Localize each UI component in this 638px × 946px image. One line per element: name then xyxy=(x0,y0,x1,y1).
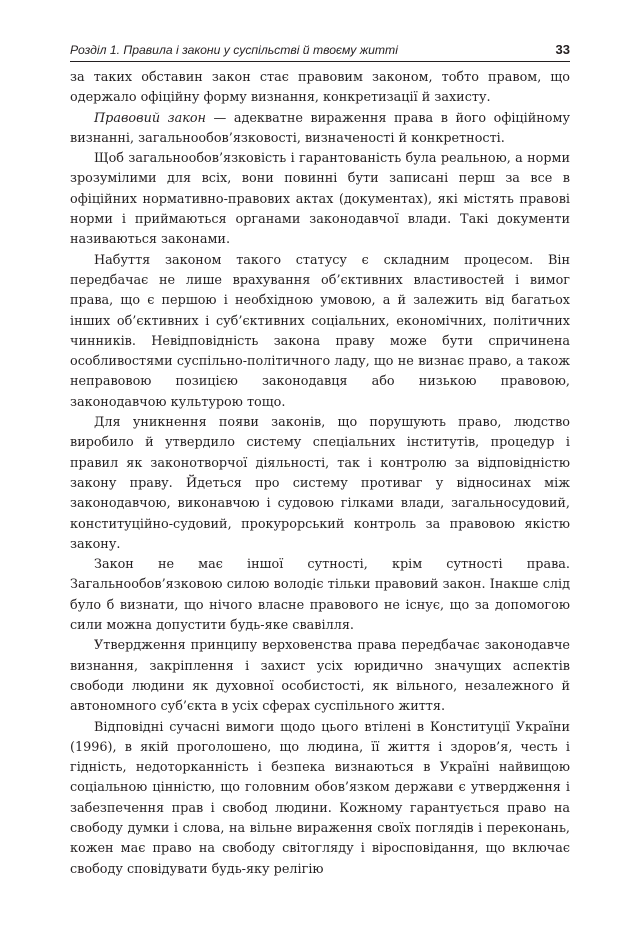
paragraph-text: Щоб загальнообов’язковість і гарантованість була реальною, а норми зрозумілими для всіх, вони повинні бути записані перш за все в офіційних нормативно-правових актах (документах), які містять правові норми і приймаються органами законодавчої влади. Такі документи називаються законами. xyxy=(70,151,570,248)
paragraph-7 xyxy=(70,636,570,717)
paragraph-6 xyxy=(70,555,570,636)
running-header xyxy=(70,40,570,62)
page-number: 33 xyxy=(555,42,570,57)
paragraph-8 xyxy=(70,718,570,880)
paragraph-2 xyxy=(70,109,570,150)
paragraph-text: Утвердження принципу верховенства права передбачає законодавче визнання, закріплення і захист усіх юридично значущих аспектів свободи людини як духовної особистості, як вільного, незалежного й автономного суб’єкта в усіх сферах суспільного життя. xyxy=(70,638,570,715)
paragraph-3 xyxy=(70,149,570,250)
paragraph-4 xyxy=(70,251,570,413)
defined-term: Правовий закон xyxy=(94,110,206,126)
paragraph-text: Відповідні сучасні вимоги щодо цього втілені в Конституції України (1996), в якій проголошено, що людина, її життя і здоров’я, честь і гідність, недоторканність і безпека визнаються в Україні найвищою соціальною цінністю, що головним обов’язком держави є утвердження і забезпечення прав і свобод людини. Кожному гарантується право на свободу думки і слова, на вільне вираження своїх поглядів і переконань, кожен має право на свободу світогляду і віросповідання, що включає свободу сповідувати будь-яку релігію xyxy=(70,719,570,877)
paragraph-1 xyxy=(70,68,570,109)
paragraph-text: за таких обставин закон стає правовим законом, тобто правом, що одержало офіційну форму визнання, конкретизації й захисту. xyxy=(70,70,570,106)
paragraph-5 xyxy=(70,413,570,555)
book-page xyxy=(70,40,570,880)
paragraph-text: Набуття законом такого статусу є складним процесом. Він передбачає не лише врахування об’єктивних властивостей і вимог права, що є першою і необхідною умовою, а й залежить від багатьох інших об’єктивних і суб’єктивних соціальних, економічних, політичних чинників. Невідповідність закона праву може бути спричинена особливостями суспільно-політичного ладу, що не визнає право, а також неправовою позицією законодавця або низькою правовою, законодавчою культурою тощо. xyxy=(70,252,570,410)
page-body xyxy=(70,68,570,880)
paragraph-text: — адекватне вираження права в його офіційному визнанні, загальнообов’язковості, визначеності й конкретності. xyxy=(70,110,570,146)
chapter-title: Розділ 1. Правила і закони у суспільстві й твоєму житті xyxy=(70,43,398,57)
paragraph-text: Для уникнення появи законів, що порушують право, людство виробило й утвердило систему спеціальних інститутів, процедур і правил як законотворчої діяльності, так і контролю за відповідністю закону праву. Йдеться про систему противаг у відносинах між законодавчою, виконавчою і судовою гілками влади, загальносудовий, конституційно-судовий, прокурорський контроль за правовою якістю закону. xyxy=(70,415,570,552)
paragraph-text: Закон не має іншої сутності, крім сутності права. Загальнообов’язковою силою володіє тільки правовий закон. Інакше слід було б визнати, що нічого власне правового не існує, що за допомогою сили можна допустити будь-яке свавілля. xyxy=(70,557,570,634)
